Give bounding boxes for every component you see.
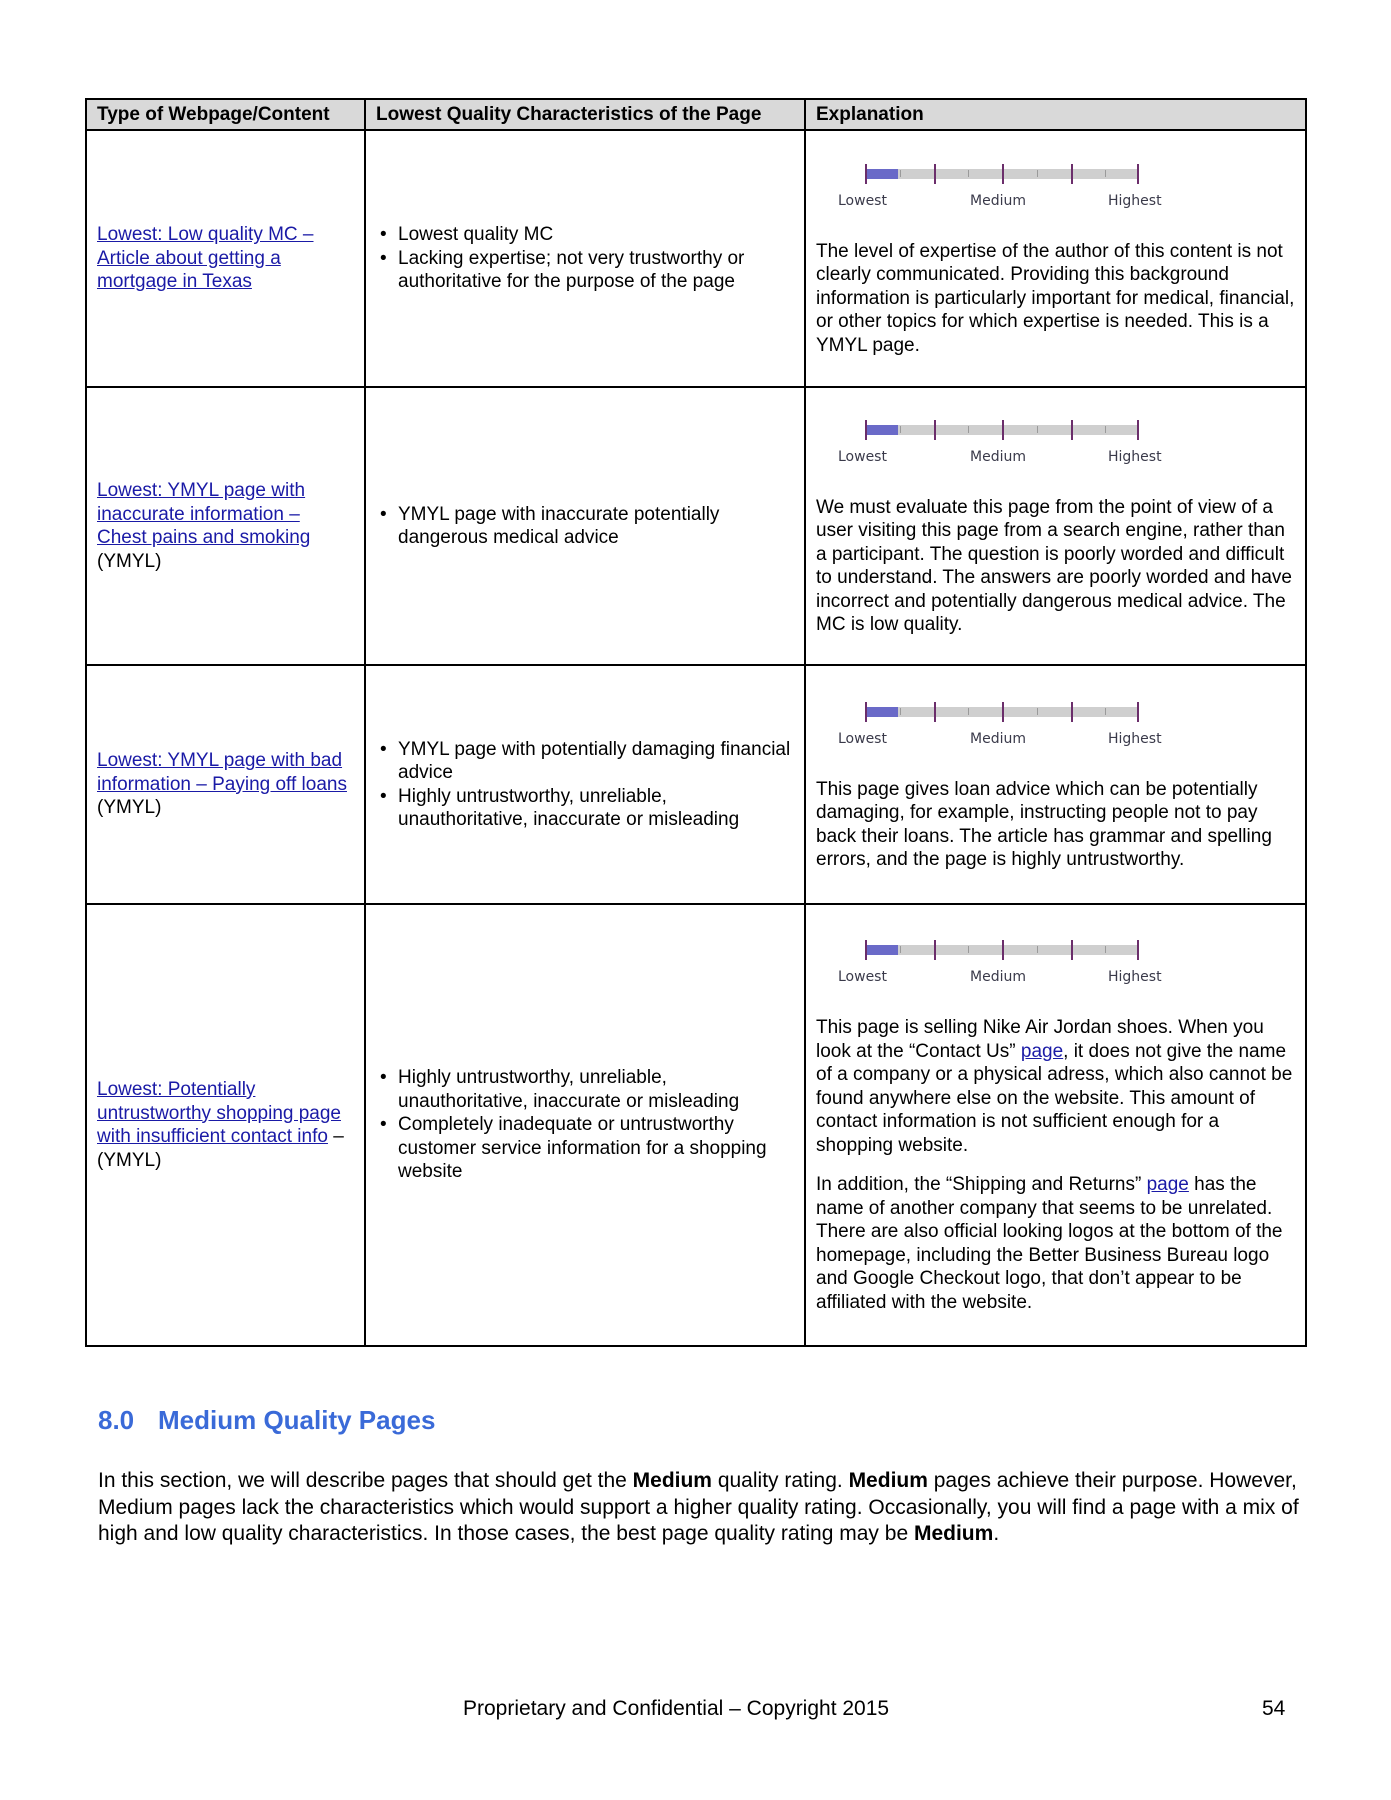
- list-item: • Highly untrustworthy, unreliable, unauthoritative, inaccurate or misleading: [398, 785, 794, 832]
- explanation-cell: [805, 130, 1306, 387]
- rating-tick: [865, 702, 867, 722]
- section-heading: [98, 1405, 435, 1436]
- section-title: Medium Quality Pages: [158, 1405, 436, 1435]
- rating-label-medium: Medium: [970, 730, 1026, 747]
- rating-tick: [1071, 164, 1073, 184]
- example-link-shopping-page[interactable]: Lowest: Potentially untrustworthy shopping page with insufficient contact info: [97, 1079, 341, 1147]
- type-cell: [86, 665, 365, 904]
- column-header-type: Type of Webpage/Content: [86, 99, 365, 130]
- list-item: • Highly untrustworthy, unreliable, unauthoritative, inaccurate or misleading: [398, 1066, 794, 1113]
- rating-label-highest: Highest: [1108, 192, 1162, 209]
- rating-minor-tick: [900, 708, 901, 715]
- paragraph-bold: Medium: [848, 1469, 928, 1492]
- characteristics-list: [376, 503, 794, 550]
- paragraph-text: .: [993, 1522, 1000, 1545]
- rating-tick: [1137, 702, 1139, 722]
- rating-fill: [866, 425, 898, 435]
- rating-tick: [865, 164, 867, 184]
- rating-label-lowest: Lowest: [838, 730, 887, 747]
- rating-minor-tick: [968, 170, 969, 177]
- lowest-quality-examples-table: [85, 98, 1307, 1347]
- rating-label-lowest: Lowest: [838, 448, 887, 465]
- rating-tick: [1137, 164, 1139, 184]
- paragraph-bold: Medium: [632, 1469, 712, 1492]
- rating-tick: [1137, 420, 1139, 440]
- rating-tick: [1002, 420, 1004, 440]
- rating-tick: [1002, 940, 1004, 960]
- explanation-text-segment: In addition, the “Shipping and Returns”: [816, 1174, 1147, 1195]
- rating-tick: [934, 940, 936, 960]
- rating-minor-tick: [900, 426, 901, 433]
- rating-tick: [934, 702, 936, 722]
- rating-label-highest: Highest: [1108, 730, 1162, 747]
- table-row: [86, 904, 1306, 1346]
- table-row: [86, 130, 1306, 387]
- explanation-text-1: [816, 1016, 1295, 1157]
- paragraph-text: pages achieve their purpose. However, Medium pages lack the characteristics which would support a higher quality rating. Occasionally, you will find a page with a mix of high and low quality characteristics. In those cases, the best page quality rating may be: [98, 1469, 1299, 1545]
- rating-tick: [1071, 420, 1073, 440]
- rating-label-medium: Medium: [970, 448, 1026, 465]
- characteristics-cell: [365, 387, 805, 665]
- list-item: • Lacking expertise; not very trustworthy or authoritative for the purpose of the page: [398, 247, 794, 294]
- type-cell: [86, 130, 365, 387]
- column-header-characteristics: Lowest Quality Characteristics of the Page: [365, 99, 805, 130]
- rating-minor-tick: [1105, 426, 1106, 433]
- characteristics-cell: [365, 130, 805, 387]
- rating-minor-tick: [1037, 170, 1038, 177]
- rating-tick: [1071, 940, 1073, 960]
- section-paragraph: [98, 1468, 1313, 1548]
- rating-minor-tick: [968, 946, 969, 953]
- explanation-text-segment: , it does not give the name of a company or a physical adress, which also cannot be found anywhere else on the website. This amount of contact information is not sufficient enough for a shopping website.: [816, 1040, 1293, 1156]
- characteristics-list: [376, 1066, 794, 1184]
- list-item: • YMYL page with potentially damaging financial advice: [398, 738, 794, 785]
- rating-scale-lowest: [836, 936, 1162, 988]
- rating-label-medium: Medium: [970, 192, 1026, 209]
- rating-tick: [1071, 702, 1073, 722]
- example-link-mortgage-texas[interactable]: Lowest: Low quality MC – Article about getting a mortgage in Texas: [97, 224, 314, 293]
- rating-minor-tick: [1105, 946, 1106, 953]
- page-number: 54: [1262, 1697, 1286, 1720]
- rating-tick: [934, 164, 936, 184]
- characteristics-cell: [365, 665, 805, 904]
- rating-tick: [1002, 164, 1004, 184]
- rating-minor-tick: [1037, 708, 1038, 715]
- list-item: • YMYL page with inaccurate potentially dangerous medical advice: [398, 503, 794, 550]
- column-header-explanation: Explanation: [805, 99, 1306, 130]
- rating-minor-tick: [900, 946, 901, 953]
- type-suffix: (YMYL): [97, 797, 162, 819]
- rating-label-highest: Highest: [1108, 969, 1162, 985]
- rating-label-highest: Highest: [1108, 448, 1162, 465]
- rating-minor-tick: [1037, 946, 1038, 953]
- paragraph-text: quality rating.: [711, 1469, 849, 1492]
- section-number: 8.0: [98, 1405, 135, 1435]
- table-header-row: [86, 99, 1306, 130]
- list-item: • Lowest quality MC: [398, 223, 794, 247]
- rating-minor-tick: [968, 708, 969, 715]
- characteristics-list: [376, 738, 794, 832]
- explanation-text-segment: has the name of another company that seems to be unrelated. There are also official looking logos at the bottom of the homepage, including the Better Business Bureau logo and Google Checkout logo, that don’t appear to be affiliated with the website.: [816, 1174, 1283, 1313]
- type-suffix: (YMYL): [97, 550, 162, 572]
- explanation-text-2: [816, 1173, 1295, 1314]
- paragraph-text: In this section, we will describe pages that should get the: [98, 1469, 633, 1492]
- rating-tick: [1002, 702, 1004, 722]
- table-row: [86, 387, 1306, 665]
- rating-tick: [934, 420, 936, 440]
- explanation-text: The level of expertise of the author of this content is not clearly communicated. Providing this background information is particularly important for medical, financial, or other topics for which expertise is needed. This is a YMYL page.: [816, 240, 1295, 356]
- contact-us-page-link[interactable]: page: [1020, 1040, 1064, 1062]
- rating-tick: [865, 420, 867, 440]
- rating-label-lowest: Lowest: [838, 192, 887, 209]
- example-link-paying-off-loans[interactable]: Lowest: YMYL page with bad information – Paying off loans: [97, 750, 347, 795]
- characteristics-cell: [365, 904, 805, 1346]
- paragraph-bold: Medium: [913, 1522, 994, 1545]
- rating-minor-tick: [1105, 170, 1106, 177]
- characteristics-list: [376, 223, 794, 294]
- list-item: • Completely inadequate or untrustworthy customer service information for a shopping website: [398, 1113, 794, 1184]
- type-cell: [86, 904, 365, 1346]
- explanation-text: This page gives loan advice which can be potentially damaging, for example, instructing people not to pay back their loans. The article has grammar and spelling errors, and the page is highly untrustworthy.: [816, 778, 1272, 870]
- rating-minor-tick: [900, 170, 901, 177]
- rating-fill: [866, 945, 898, 955]
- explanation-cell: [805, 387, 1306, 665]
- rating-scale-lowest: [836, 698, 1162, 750]
- table-row: [86, 665, 1306, 904]
- explanation-text: We must evaluate this page from the point of view of a user visiting this page from a search engine, rather than a participant. The question is poorly worded and difficult to understand. The answers are poorly worded and have incorrect and potentially dangerous medical advice. The MC is low quality.: [816, 496, 1293, 635]
- rating-label-lowest: Lowest: [838, 969, 887, 985]
- rating-tick: [1137, 940, 1139, 960]
- rating-fill: [866, 707, 898, 717]
- rating-minor-tick: [1037, 426, 1038, 433]
- rating-scale-lowest: [836, 160, 1162, 212]
- type-cell: [86, 387, 365, 665]
- rating-label-medium: Medium: [970, 969, 1026, 985]
- example-link-chest-pains[interactable]: Lowest: YMYL page with inaccurate information – Chest pains and smoking: [97, 480, 311, 548]
- rating-fill: [866, 169, 898, 179]
- type-suffix: – (YMYL): [97, 1126, 344, 1171]
- rating-minor-tick: [968, 426, 969, 433]
- explanation-cell: [805, 665, 1306, 904]
- explanation-cell: [805, 904, 1306, 1346]
- footer-copyright: Proprietary and Confidential – Copyright 2015: [463, 1697, 890, 1720]
- rating-scale-lowest: [836, 416, 1162, 468]
- shipping-returns-page-link[interactable]: page: [1146, 1174, 1189, 1195]
- rating-tick: [865, 940, 867, 960]
- rating-minor-tick: [1105, 708, 1106, 715]
- explanation-text-segment: This page is selling Nike Air Jordan shoes. When you look at the “Contact Us”: [816, 1017, 1264, 1062]
